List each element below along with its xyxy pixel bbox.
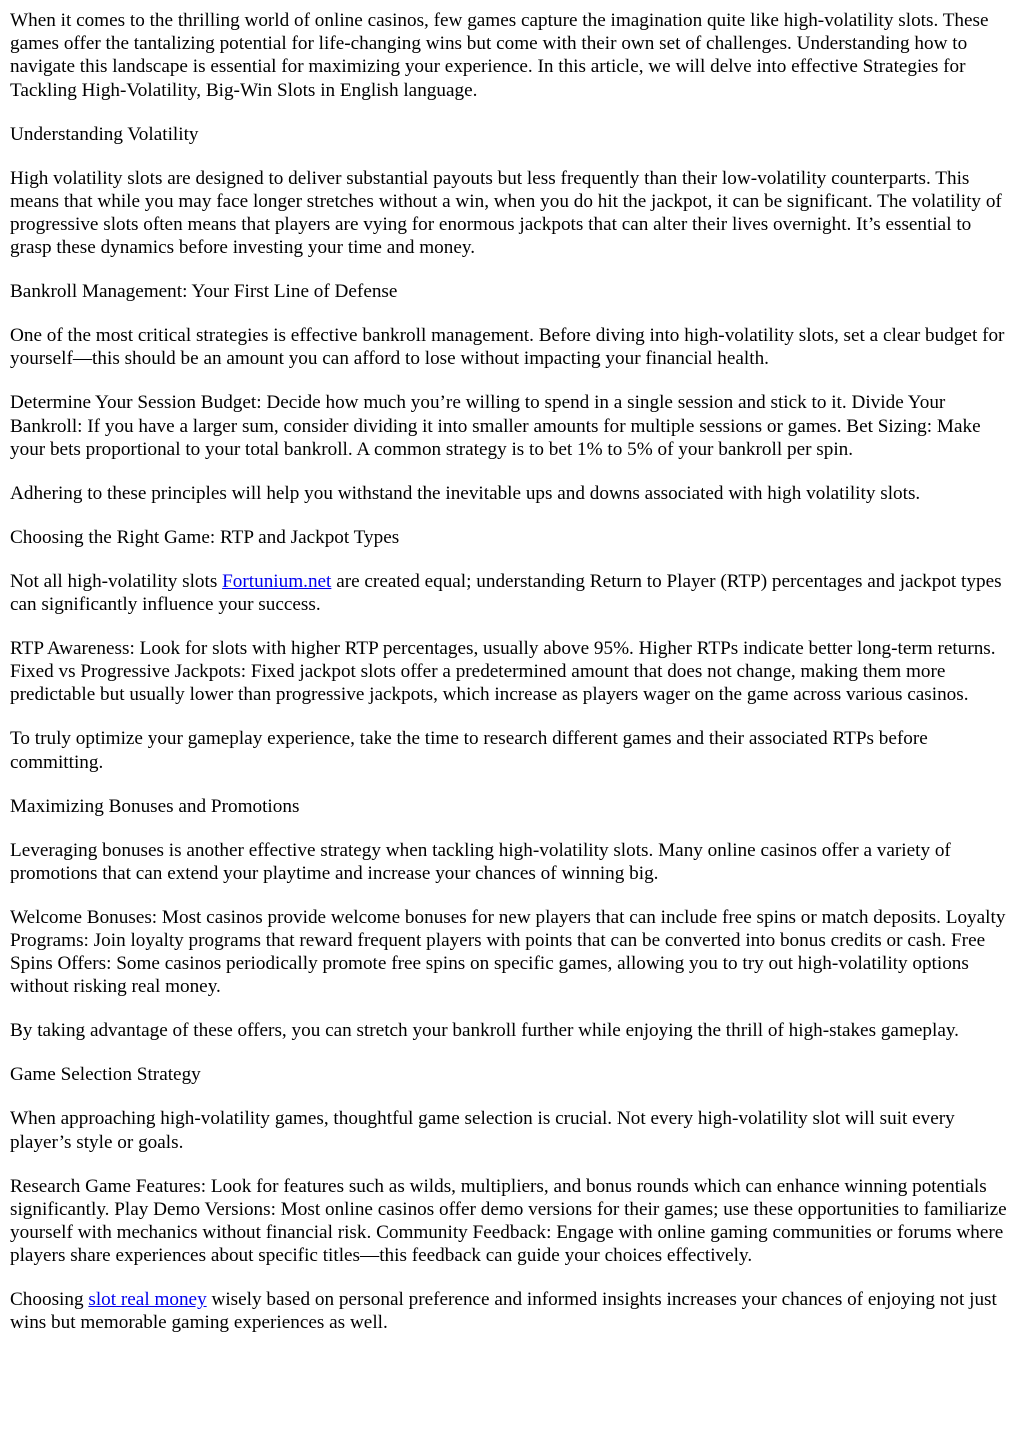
selection-paragraph: When approaching high-volatility games, thoughtful game selection is crucial. Not every high-volatility slot will suit every player’s style or goals. <box>10 1108 955 1153</box>
intro-paragraph: When it comes to the thrilling world of online casinos, few games capture the imagination quite like high-volatility slots. These games offer the tantalizing potential for life-changing wins but come with their own set of challenges. Understanding how to navigate this landscape is essential for maximizing your experience. In this article, we will delve into effective Strategies for Tackling High-Volatility, Big-Win Slots in English language. <box>10 10 989 101</box>
section-heading-volatility: Understanding Volatility <box>10 123 199 145</box>
section-heading-bankroll: Bankroll Management: Your First Line of Defense <box>10 281 398 303</box>
final-paragraph <box>10 1288 1014 1334</box>
final-text-after-link: wisely based on personal preference and informed insights increases your chances of enjoying not just wins but memorable gaming experiences as well. <box>10 1289 997 1334</box>
slot-real-money-link[interactable]: slot real money <box>88 1289 207 1311</box>
rtp-closing-paragraph: To truly optimize your gameplay experience, take the time to research different games and their associated RTPs before committing. <box>10 728 928 773</box>
rtp-paragraph <box>10 570 1014 616</box>
rtp-tips-paragraph: RTP Awareness: Look for slots with higher RTP percentages, usually above 95%. Higher RTPs indicate better long-term returns. Fixed vs Progressive Jackpots: Fixed jackpot slots offer a predetermined amount that does not change, making them more predictable but usually lower than progressive jackpots, which increase as players wager on the game across various casinos. <box>10 638 996 706</box>
volatility-paragraph: High volatility slots are designed to deliver substantial payouts but less frequently than their low-volatility counterparts. This means that while you may face longer stretches without a win, when you do hit the jackpot, it can be significant. The volatility of progressive slots often means that players are vying for enormous jackpots that can alter their lives overnight. It’s essential to grasp these dynamics before investing your time and money. <box>10 167 1002 259</box>
bankroll-closing-paragraph: Adhering to these principles will help you withstand the inevitable ups and downs associated with high volatility slots. <box>10 482 921 504</box>
rtp-text-after-link: are created equal; understanding Return to Player (RTP) percentages and jackpot types can significantly influence your success. <box>10 570 1002 616</box>
bonuses-closing-paragraph: By taking advantage of these offers, you can stretch your bankroll further while enjoying the thrill of high-stakes gameplay. <box>10 1020 959 1042</box>
section-heading-bonuses: Maximizing Bonuses and Promotions <box>10 795 300 817</box>
final-text-before-link: Choosing <box>10 1289 89 1311</box>
rtp-text-before-link: Not all high-volatility slots <box>10 570 223 592</box>
section-heading-rtp: Choosing the Right Game: RTP and Jackpot Types <box>10 526 400 548</box>
section-heading-selection: Game Selection Strategy <box>10 1064 201 1086</box>
bonuses-paragraph: Leveraging bonuses is another effective strategy when tackling high-volatility slots. Many online casinos offer a variety of promotions that can extend your playtime and increase your chances of winning big. <box>10 839 951 884</box>
bonuses-tips-paragraph: Welcome Bonuses: Most casinos provide welcome bonuses for new players that can include free spins or match deposits. Loyalty Programs: Join loyalty programs that reward frequent players with points that can be converted into bonus credits or cash. Free Spins Offers: Some casinos periodically promote free spins on specific games, allowing you to try out high-volatility options without risking real money. <box>10 906 1006 998</box>
fortunium-link[interactable]: Fortunium.net <box>222 570 332 592</box>
bankroll-paragraph: One of the most critical strategies is effective bankroll management. Before diving into high-volatility slots, set a clear budget for yourself—this should be an amount you can afford to lose without impacting your financial health. <box>10 325 1005 370</box>
bankroll-tips-paragraph: Determine Your Session Budget: Decide how much you’re willing to spend in a single session and stick to it. Divide Your Bankroll: If you have a larger sum, consider dividing it into smaller amounts for multiple sessions or games. Bet Sizing: Make your bets proportional to your total bankroll. A common strategy is to bet 1% to 5% of your bankroll per spin. <box>10 392 981 460</box>
selection-tips-paragraph: Research Game Features: Look for features such as wilds, multipliers, and bonus rounds which can enhance winning potentials significantly. Play Demo Versions: Most online casinos offer demo versions for their games; use these opportunities to familiarize yourself with mechanics without financial risk. Community Feedback: Engage with online gaming communities or forums where players share experiences about specific titles—this feedback can guide your choices effectively. <box>10 1175 1007 1267</box>
